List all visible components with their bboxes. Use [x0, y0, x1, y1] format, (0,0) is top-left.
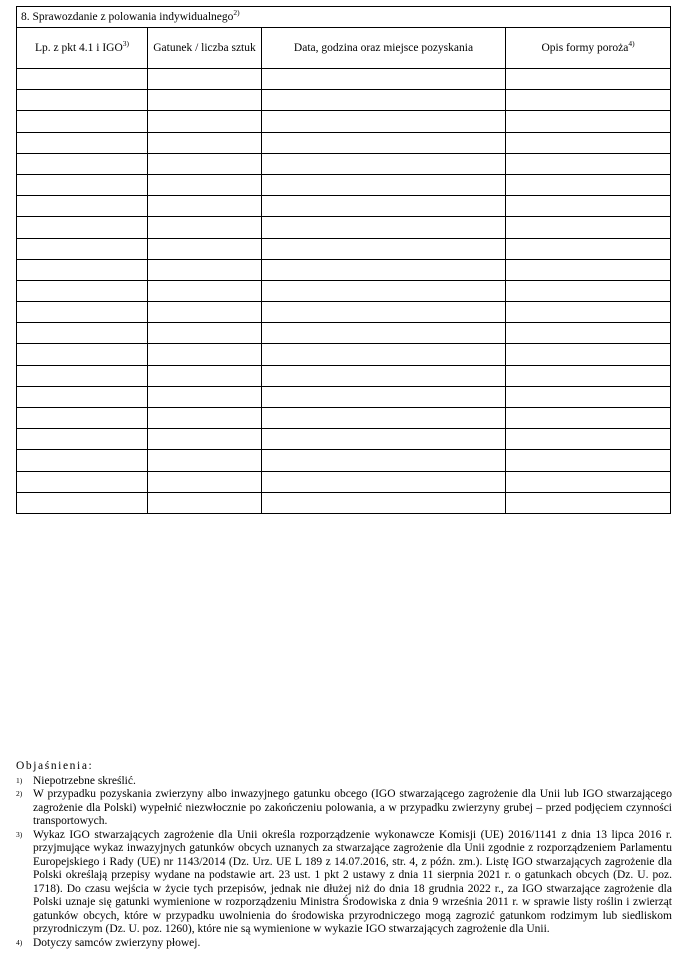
- column-header: [262, 28, 506, 69]
- table-cell[interactable]: [506, 408, 671, 429]
- table-cell[interactable]: [262, 132, 506, 153]
- table-cell[interactable]: [506, 90, 671, 111]
- footnote-text: Wykaz IGO stwarzających zagrożenie dla Unii określa rozporządzenie wykonawcze Komisji (UE) 2016/1141 z dnia 13 lipca 2016 r. przyjmujące wykaz inwazyjnych gatunków obcych uznanych za stwarzające zagrożenie dla Unii zgodnie z rozporządzeniem Parlamentu Europejskiego i Rady (UE) nr 1143/2014 (Dz. Urz. UE L 189 z 14.07.2016, str. 4, z późn. zm.). Listę IGO stwarzających zagrożenie dla Polski określają przepisy wydane na podstawie art. 23 ust. 1 pkt 2 ustawy z dnia 11 sierpnia 2021 r. o gatunkach obcych (Dz. U. poz. 1718). Do czasu wejścia w życie tych przepisów, jednak nie dłużej niż do dnia 18 grudnia 2022 r., za IGO stwarzające zagrożenie dla Polski uznaje się gatunki wymienione w rozporządzeniu Ministra Środowiska z dnia 9 września 2011 r. w sprawie listy roślin i zwierząt gatunków obcych, które w przypadku uwolnienia do środowiska przyrodniczego mogą zagrozić gatunkom rodzimym lub siedliskom przyrodniczym (Dz. U. poz. 1260), które nie są wymienione w wykazie IGO stwarzających zagrożenie dla Unii.: [33, 828, 672, 935]
- table-cell[interactable]: [17, 408, 148, 429]
- table-cell[interactable]: [17, 174, 148, 195]
- table-cell[interactable]: [148, 111, 262, 132]
- table-row: [17, 69, 671, 90]
- table-cell[interactable]: [17, 280, 148, 301]
- table-cell[interactable]: [148, 302, 262, 323]
- table-cell[interactable]: [506, 365, 671, 386]
- table-cell[interactable]: [148, 238, 262, 259]
- table-row: [17, 111, 671, 132]
- footnotes-list: [16, 775, 672, 951]
- table-cell[interactable]: [17, 217, 148, 238]
- table-row: [17, 471, 671, 492]
- table-cell[interactable]: [506, 302, 671, 323]
- table-row: [17, 280, 671, 301]
- table-row: [17, 429, 671, 450]
- table-cell[interactable]: [148, 174, 262, 195]
- table-cell[interactable]: [262, 450, 506, 471]
- table-body: [17, 69, 671, 514]
- table-cell[interactable]: [262, 238, 506, 259]
- table-cell[interactable]: [17, 69, 148, 90]
- table-cell[interactable]: [17, 365, 148, 386]
- column-header: [506, 28, 671, 69]
- table-row: [17, 217, 671, 238]
- table-cell[interactable]: [17, 238, 148, 259]
- table-cell[interactable]: [148, 365, 262, 386]
- table-cell[interactable]: [262, 111, 506, 132]
- footnote-text: Dotyczy samców zwierzyny płowej.: [33, 936, 201, 949]
- table-cell[interactable]: [506, 174, 671, 195]
- footnote-number: 4): [16, 937, 23, 947]
- table-cell[interactable]: [262, 302, 506, 323]
- table-cell[interactable]: [262, 217, 506, 238]
- table-row: [17, 132, 671, 153]
- table-row: [17, 174, 671, 195]
- column-header-footnote-ref: 3): [122, 39, 130, 49]
- table-row: [17, 386, 671, 407]
- table-cell[interactable]: [148, 217, 262, 238]
- section-title: [17, 7, 671, 28]
- table-row: [17, 492, 671, 513]
- table-cell[interactable]: [506, 238, 671, 259]
- table-cell[interactable]: [506, 111, 671, 132]
- table-cell[interactable]: [17, 302, 148, 323]
- table-row: [17, 302, 671, 323]
- footnote-item: [16, 775, 672, 789]
- table-cell[interactable]: [17, 492, 148, 513]
- footnote-item: [16, 829, 672, 937]
- table-cell[interactable]: [17, 90, 148, 111]
- table-cell[interactable]: [148, 471, 262, 492]
- section-title-text: 8. Sprawozdanie z polowania indywidualnego: [21, 11, 234, 23]
- table-cell[interactable]: [148, 259, 262, 280]
- table-cell[interactable]: [506, 69, 671, 90]
- table-cell[interactable]: [148, 386, 262, 407]
- table-cell[interactable]: [506, 492, 671, 513]
- table-row: [17, 153, 671, 174]
- table-cell[interactable]: [506, 259, 671, 280]
- footnote-number: 3): [16, 829, 23, 839]
- table-cell[interactable]: [148, 344, 262, 365]
- table-cell[interactable]: [148, 153, 262, 174]
- table-cell[interactable]: [262, 174, 506, 195]
- table-cell[interactable]: [148, 69, 262, 90]
- table-cell[interactable]: [262, 196, 506, 217]
- table-cell[interactable]: [506, 386, 671, 407]
- table-cell[interactable]: [148, 280, 262, 301]
- table-cell[interactable]: [262, 323, 506, 344]
- table-cell[interactable]: [506, 344, 671, 365]
- table-cell[interactable]: [506, 217, 671, 238]
- footnote-number: 1): [16, 775, 23, 785]
- table-cell[interactable]: [17, 344, 148, 365]
- footnote-text: Niepotrzebne skreślić.: [33, 774, 136, 787]
- table-cell[interactable]: [506, 132, 671, 153]
- footnotes-heading: Objaśnienia:: [16, 760, 94, 772]
- table-cell[interactable]: [506, 471, 671, 492]
- table-row: [17, 238, 671, 259]
- table-cell[interactable]: [17, 323, 148, 344]
- table-cell[interactable]: [262, 259, 506, 280]
- table-cell[interactable]: [148, 90, 262, 111]
- table-cell[interactable]: [17, 111, 148, 132]
- table-cell[interactable]: [17, 450, 148, 471]
- table-cell[interactable]: [262, 471, 506, 492]
- table-cell[interactable]: [262, 429, 506, 450]
- column-header: [17, 28, 148, 69]
- table-cell[interactable]: [148, 323, 262, 344]
- footnote-number: 2): [16, 789, 23, 798]
- table-row: [17, 344, 671, 365]
- table-cell[interactable]: [148, 196, 262, 217]
- table-row: [17, 450, 671, 471]
- table-cell[interactable]: [17, 471, 148, 492]
- table-cell[interactable]: [148, 408, 262, 429]
- section-title-footnote-ref: 2): [233, 8, 240, 18]
- column-header-label: Data, godzina oraz miejsce pozyskania: [293, 42, 474, 54]
- column-header-label: Lp. z pkt 4.1 i IGO: [34, 42, 123, 54]
- table-cell[interactable]: [262, 90, 506, 111]
- column-header: [148, 28, 262, 69]
- table-row: [17, 90, 671, 111]
- footnote-text: W przypadku pozyskania zwierzyny albo inwazyjnego gatunku obcego (IGO stwarzającego zagrożenie dla Unii lub IGO stwarzającego zagrożenie dla Polski) wypełnić niezwłocznie po zakończeniu polowania, a w przypadku zwierzyny grubej – przed podjęciem czynności transportowych.: [33, 788, 672, 827]
- table-cell[interactable]: [17, 429, 148, 450]
- table-cell[interactable]: [506, 323, 671, 344]
- table-cell[interactable]: [262, 153, 506, 174]
- table-cell[interactable]: [148, 132, 262, 153]
- table-header-row: [17, 28, 671, 69]
- table-row: [17, 408, 671, 429]
- table-cell[interactable]: [506, 450, 671, 471]
- table-row: [17, 196, 671, 217]
- table-cell[interactable]: [506, 280, 671, 301]
- table-cell[interactable]: [262, 365, 506, 386]
- table-cell[interactable]: [262, 344, 506, 365]
- table-cell[interactable]: [148, 429, 262, 450]
- table-cell[interactable]: [262, 280, 506, 301]
- column-header-footnote-ref: 4): [628, 39, 635, 49]
- table-cell[interactable]: [17, 153, 148, 174]
- table-cell[interactable]: [148, 492, 262, 513]
- table-row: [17, 365, 671, 386]
- table-cell[interactable]: [506, 153, 671, 174]
- hunting-report-table: [16, 6, 671, 514]
- table-cell[interactable]: [506, 429, 671, 450]
- table-row: [17, 259, 671, 280]
- table-cell[interactable]: [506, 196, 671, 217]
- footnotes-section: [16, 760, 672, 950]
- footnote-item: [16, 937, 672, 951]
- table-cell[interactable]: [17, 196, 148, 217]
- table-cell[interactable]: [17, 386, 148, 407]
- column-header-label: Opis formy poroża: [541, 42, 629, 54]
- column-header-label: Gatunek / liczba sztuk: [153, 42, 256, 54]
- table-row: [17, 323, 671, 344]
- footnote-item: [16, 788, 672, 829]
- table-cell[interactable]: [148, 450, 262, 471]
- table-cell[interactable]: [262, 492, 506, 513]
- table-cell[interactable]: [17, 132, 148, 153]
- table-cell[interactable]: [262, 386, 506, 407]
- table-cell[interactable]: [17, 259, 148, 280]
- table-cell[interactable]: [262, 69, 506, 90]
- table-cell[interactable]: [262, 408, 506, 429]
